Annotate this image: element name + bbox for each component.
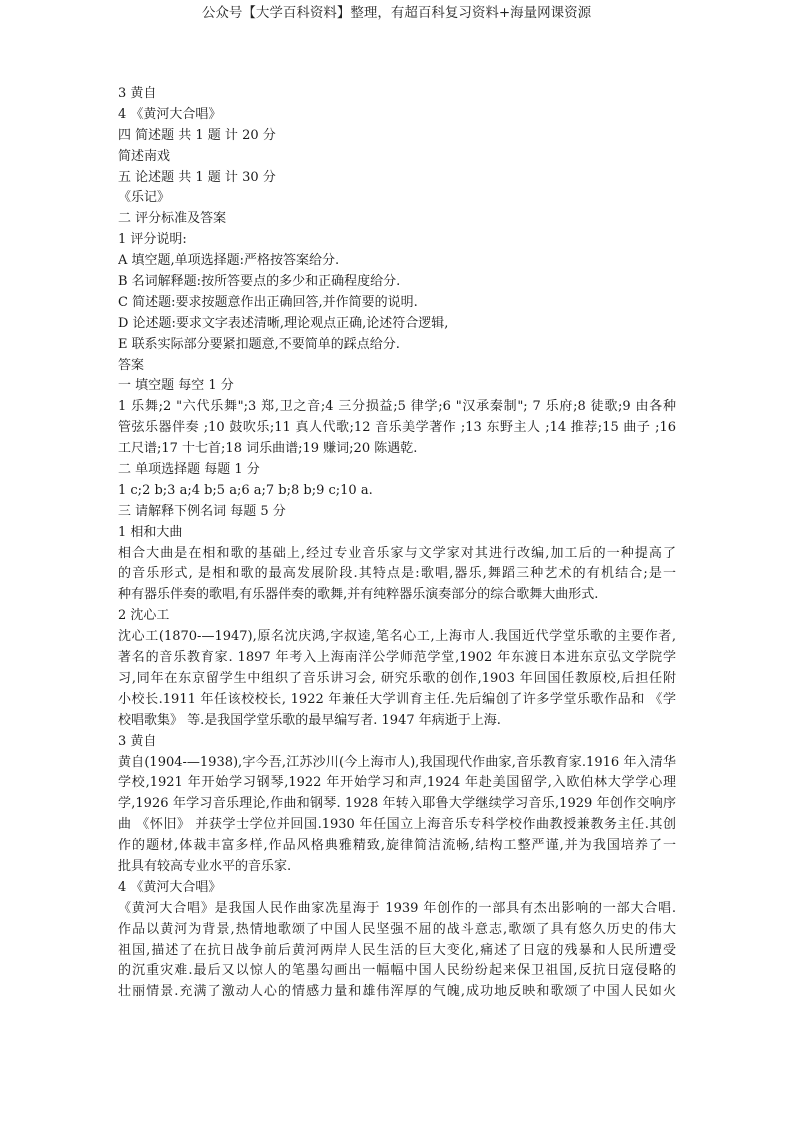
- section-heading: 五 论述题 共 1 题 计 30 分: [118, 169, 276, 185]
- paragraph-line: 作的题材,体裁丰富多样,作品风格典雅精致,旋律简洁流畅,结构工整严谨,并为我国培养了一: [118, 838, 676, 854]
- paragraph-line: 黄自(1904-—1938),字今吾,江苏沙川(今上海市人),我国现代作曲家,音乐教育家.1916 年入清华: [118, 754, 676, 770]
- paragraph-line: 沈心工(1870-—1947),原名沈庆鸿,字叔逵,笔名心工,上海市人.我国近代学堂乐歌的主要作者,: [118, 629, 676, 645]
- paragraph-line: 相合大曲是在相和歌的基础上,经过专业音乐家与文学家对其进行改编,加工后的一种提高了: [118, 545, 676, 561]
- text-line: 简述南戏: [118, 148, 171, 164]
- text-line: C 简述题:要求按题意作出正确回答,并作简要的说明.: [118, 294, 418, 310]
- paragraph-line: 作品以黄河为背景,热情地歌颂了中国人民坚强不屈的战斗意志,歌颂了具有悠久历史的伟大: [118, 921, 676, 937]
- term-xianghe-daqu: [118, 523, 676, 607]
- text-line: 《乐记》: [118, 190, 171, 206]
- paragraph-line: 著名的音乐教育家. 1897 年考入上海南洋公学师范学堂,1902 年东渡日本进东京弘文学院学: [118, 650, 676, 666]
- section-heading: 二 评分标准及答案: [118, 211, 227, 227]
- text-line: A 填空题,单项选择题:严格按答案给分.: [118, 253, 340, 269]
- section-heading: 二 单项选择题 每题 1 分: [118, 462, 260, 478]
- answer-line: 1 c;2 b;3 a;4 b;5 a;6 a;7 b;8 b;9 c;10 a.: [118, 482, 373, 498]
- section-heading: 三 请解释下例名词 每题 5 分: [118, 503, 286, 519]
- term-yellow-river-cantata: [118, 878, 676, 1003]
- paragraph-line: 的沉重灾难.最后又以惊人的笔墨勾画出一幅幅中国人民纷纷起来保卫祖国,反抗日寇侵略的: [118, 963, 676, 979]
- section-heading: 四 简述题 共 1 题 计 20 分: [118, 127, 276, 143]
- text-line: 3 黄自: [118, 86, 157, 101]
- paragraph-line: 批具有较高专业水平的音乐家.: [118, 858, 292, 874]
- paragraph-line: 壮丽情景.充满了激动人心的情感力量和雄伟浑厚的气魄,成功地反映和歌颂了中国人民如火: [118, 984, 676, 1000]
- term-title: 3 黄自: [118, 733, 157, 749]
- paragraph-line: 小校长.1911 年任该校校长, 1922 年兼任大学训育主任.先后编创了许多学堂乐歌作品和 《学: [118, 691, 676, 707]
- term-huang-zi: [118, 732, 676, 878]
- paragraph-line: 习,同年在东京留学生中组织了音乐讲习会, 研究乐歌的创作,1903 年回国任教原校,后担任附: [118, 670, 676, 686]
- section-heading: 一 填空题 每空 1 分: [118, 378, 234, 394]
- term-shen-xingong: [118, 606, 676, 731]
- paragraph-line: 学校,1921 年开始学习钢琴,1922 年开始学习和声,1924 年赴美国留学,入欧伯林大学学心理: [118, 775, 676, 791]
- answer-line: 管弦乐器伴奏 ;10 鼓吹乐;11 真人代歌;12 音乐美学著作 ;13 东野主人 ;14 推荐;15 曲子 ;16: [118, 420, 676, 436]
- document-body: [118, 84, 676, 1003]
- text-line: E 联系实际部分要紧扣题意,不要简单的踩点给分.: [118, 336, 400, 352]
- text-line: D 论述题:要求文字表述清晰,理论观点正确,论述符合逻辑,: [118, 315, 449, 331]
- paragraph-line: 的音乐形式, 是相和歌的最高发展阶段.其特点是:歌唱,器乐,舞蹈三种艺术的有机结合;是一: [118, 566, 676, 582]
- paragraph-line: 学,1926 年学习音乐理论,作曲和钢琴. 1928 年转入耶鲁大学继续学习音乐,1929 年创作交响序: [118, 796, 676, 812]
- text-line: 1 评分说明:: [118, 232, 187, 248]
- paragraph-line: 校唱歌集》 等.是我国学堂乐歌的最早编写者. 1947 年病逝于上海.: [118, 712, 501, 728]
- paragraph-line: 祖国,描述了在抗日战争前后黄河两岸人民生活的巨大变化,痛述了日寇的残暴和人民所遭受: [118, 942, 676, 958]
- section-heading: 答案: [118, 357, 145, 373]
- term-title: 4 《黄河大合唱》: [118, 879, 222, 895]
- text-line: B 名词解释题:按所答要点的多少和正确程度给分.: [118, 274, 401, 290]
- page-header: 公众号【大学百科资料】整理，有超百科复习资料+海量网课资源: [201, 5, 592, 21]
- answer-line: 工尺谱;17 十七首;18 词乐曲谱;19 赚词;20 陈遇乾.: [118, 441, 418, 457]
- term-title: 2 沈心工: [118, 608, 170, 624]
- paragraph-line: 曲 《怀旧》 并获学士学位并回国.1930 年任国立上海音乐专科学校作曲教授兼教务主任.其创: [118, 817, 676, 833]
- answer-line: 1 乐舞;2 "六代乐舞";3 郑,卫之音;4 三分损益;5 律学;6 "汉承秦制"; 7 乐府;8 徒歌;9 由各种: [118, 399, 676, 415]
- paragraph-line: 种有器乐伴奏的歌唱,有乐器伴奏的歌舞,并有纯粹器乐演奏部分的综合歌舞大曲形式.: [118, 587, 599, 603]
- text-line: 4 《黄河大合唱》: [118, 106, 222, 122]
- term-title: 1 相和大曲: [118, 524, 183, 540]
- paragraph-line: 《黄河大合唱》是我国人民作曲家冼星海于 1939 年创作的一部具有杰出影响的一部大合唱.: [118, 900, 676, 916]
